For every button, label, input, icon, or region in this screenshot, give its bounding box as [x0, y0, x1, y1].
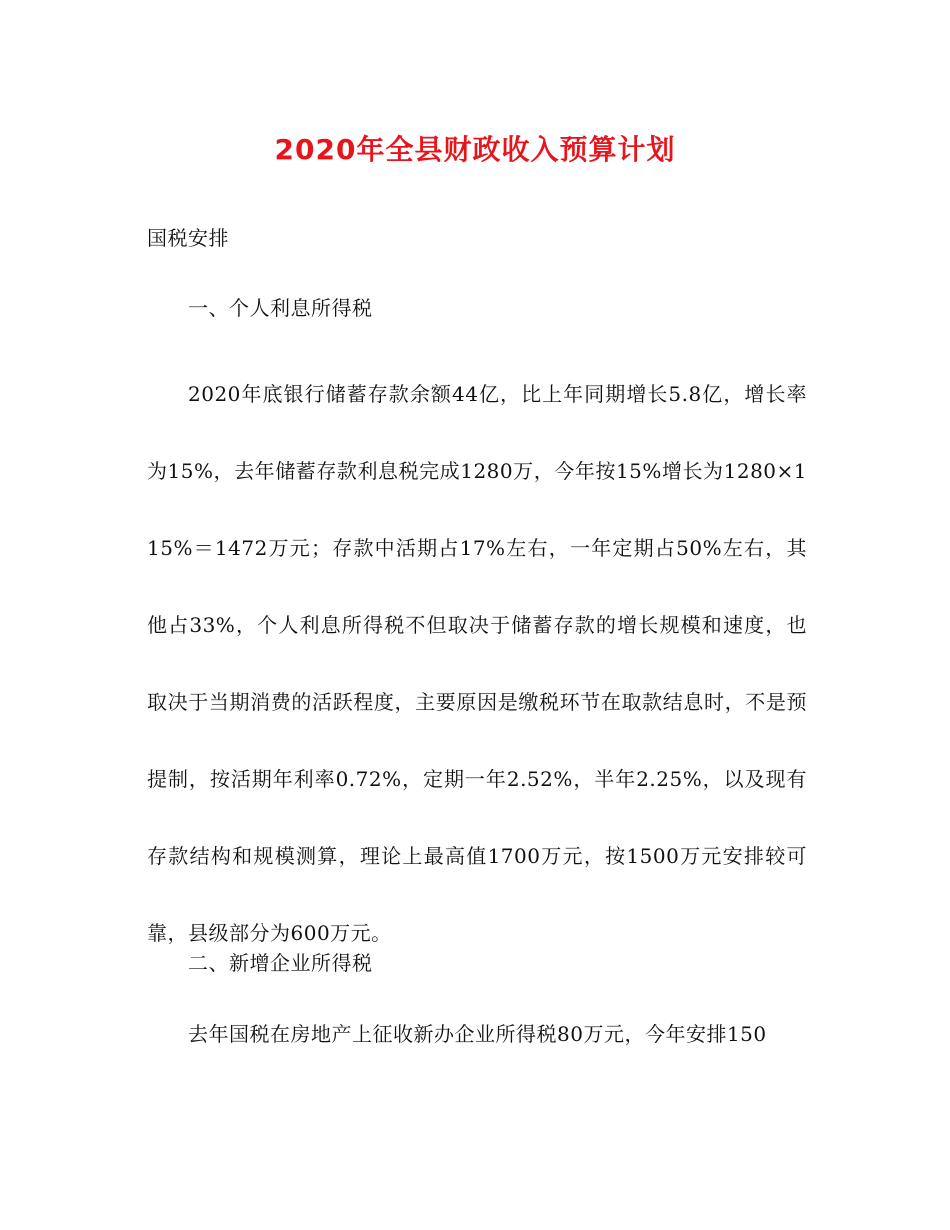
section-label: 国税安排 [147, 226, 229, 250]
heading-new-enterprise-income-tax: 二、新增企业所得税 [188, 951, 373, 975]
heading-personal-interest-tax: 一、个人利息所得税 [188, 296, 373, 320]
document-title: 2020年全县财政收入预算计划 [274, 133, 676, 166]
paragraph-new-enterprise-income-tax: 去年国税在房地产上征收新办企业所得税80万元，今年安排150 [188, 1022, 767, 1046]
paragraph-personal-interest-tax: 2020年底银行储蓄存款余额44亿，比上年同期增长5.8亿，增长率为15%，去年储蓄存款利息税完成1280万，今年按15%增长为1280×115%＝1472万元；存款中活期占17%左右，一年定期占50%左右，其他占33%，个人利息所得税不但取决于储蓄存款的增长规模和速度，也取决于当期消费的活跃程度，主要原因是缴税环节在取款结息时，不是预提制，按活期年利率0.72%，定期一年2.52%，半年2.25%，以及现有存款结构和规模测算，理论上最高值1700万元，按1500万元安排较可靠，县级部分为600万元。 [147, 382, 807, 945]
